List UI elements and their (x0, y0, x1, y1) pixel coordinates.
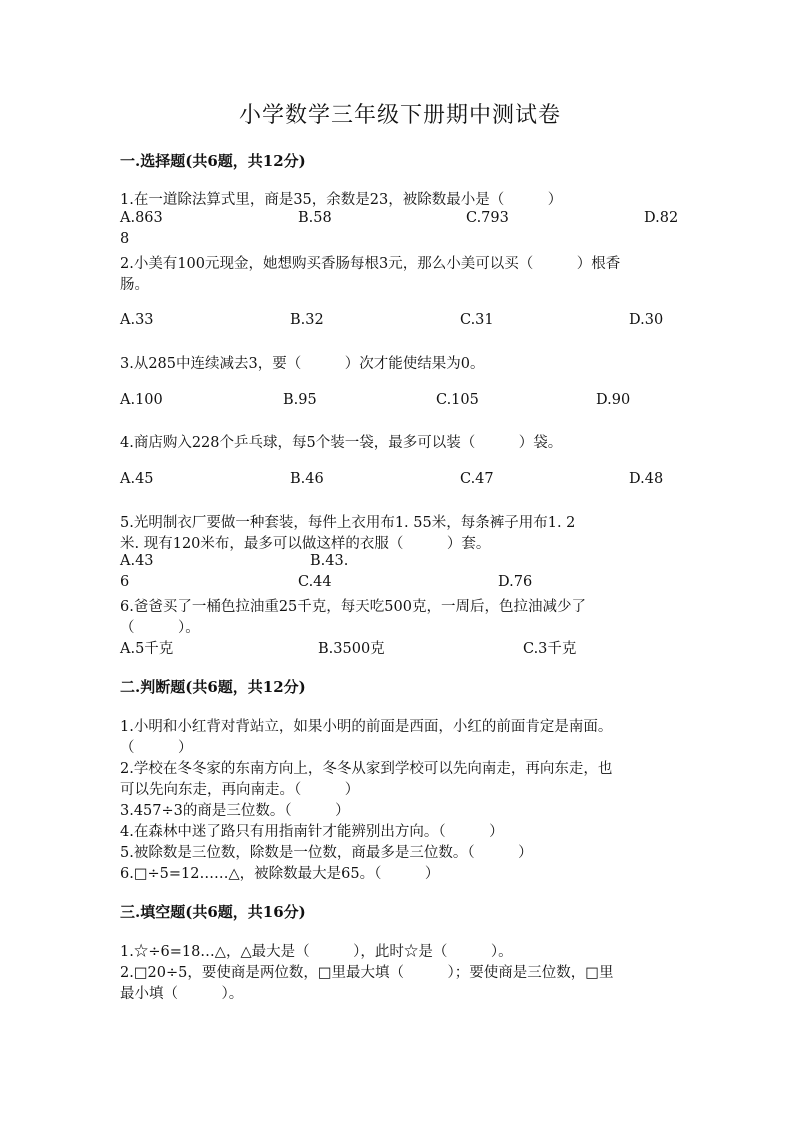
section-heading-judge: 二.判断题(共6题，共12分) (120, 678, 306, 696)
option-b: B.95 (283, 392, 317, 408)
question-text: 2.小美有100元现金，她想购买香肠每根3元，那么小美可以买（ ）根香 (120, 256, 621, 272)
option-d: D.76 (498, 574, 533, 590)
question-text-continued: 米. 现有120米布，最多可以做这样的衣服（ ）套。 (120, 536, 491, 552)
option-b: B.46 (290, 471, 324, 487)
judge-question-continued: （ ） (120, 740, 193, 756)
option-a: A.863 (120, 210, 163, 226)
option-d: D.90 (596, 392, 631, 408)
judge-question: 3.457÷3的商是三位数。（ ） (120, 803, 350, 819)
option-d: D.30 (629, 312, 664, 328)
fill-question: 2.□20÷5，要使商是两位数，□里最大填（ ）；要使商是三位数，□里 (120, 965, 614, 981)
option-wrap-text: 8 (120, 231, 130, 247)
question-text-continued: （ ）。 (120, 620, 200, 636)
fill-question: 1.☆÷6=18…△，△最大是（ ），此时☆是（ ）。 (120, 944, 513, 960)
fill-question-continued: 最小填（ ）。 (120, 986, 244, 1002)
option-a: A.100 (120, 392, 163, 408)
option-b: B.32 (290, 312, 324, 328)
judge-question: 2.学校在冬冬家的东南方向上，冬冬从家到学校可以先向南走，再向东走，也 (120, 761, 613, 777)
judge-question: 1.小明和小红背对背站立，如果小明的前面是西面，小红的前面肯定是南面。 (120, 719, 613, 735)
question-text-continued: 肠。 (120, 277, 149, 293)
page-title: 小学数学三年级下册期中测试卷 (238, 103, 561, 128)
option-b: B.43. (310, 553, 349, 569)
question-text: 4.商店购入228个乒乓球，每5个装一袋，最多可以装（ ）袋。 (120, 435, 563, 451)
judge-question: 4.在森林中迷了路只有用指南针才能辨别出方向。（ ） (120, 824, 504, 840)
option-c: C.47 (460, 471, 494, 487)
option-d: D.82 (644, 210, 679, 226)
question-text: 3.从285中连续减去3，要（ ）次才能使结果为0。 (120, 356, 485, 372)
option-c: C.31 (460, 312, 494, 328)
option-d: D.48 (629, 471, 664, 487)
option-a: A.45 (120, 471, 154, 487)
judge-question-continued: 可以先向东走，再向南走。（ ） (120, 782, 360, 798)
section-heading-fill: 三.填空题(共6题，共16分) (120, 903, 306, 921)
question-text: 1.在一道除法算式里，商是35，余数是23，被除数最小是（ ） (120, 192, 563, 208)
option-c: C.44 (298, 574, 332, 590)
option-a: A.5千克 (120, 641, 174, 657)
option-c: C.793 (466, 210, 509, 226)
option-b: B.58 (298, 210, 332, 226)
judge-question: 5.被除数是三位数，除数是一位数，商最多是三位数。（ ） (120, 845, 533, 861)
section-heading-choice: 一.选择题(共6题，共12分) (120, 152, 306, 170)
option-a: A.33 (120, 312, 154, 328)
option-a: A.43 (120, 553, 154, 569)
option-wrap-text: 6 (120, 574, 130, 590)
option-b: B.3500克 (318, 641, 385, 657)
question-text: 5.光明制衣厂要做一种套装，每件上衣用布1. 55米，每条裤子用布1. 2 (120, 515, 576, 531)
option-c: C.3千克 (523, 641, 577, 657)
option-c: C.105 (436, 392, 479, 408)
judge-question: 6.□÷5=12……△，被除数最大是65。（ ） (120, 866, 440, 882)
question-text: 6.爸爸买了一桶色拉油重25千克，每天吃500克，一周后，色拉油减少了 (120, 599, 586, 615)
